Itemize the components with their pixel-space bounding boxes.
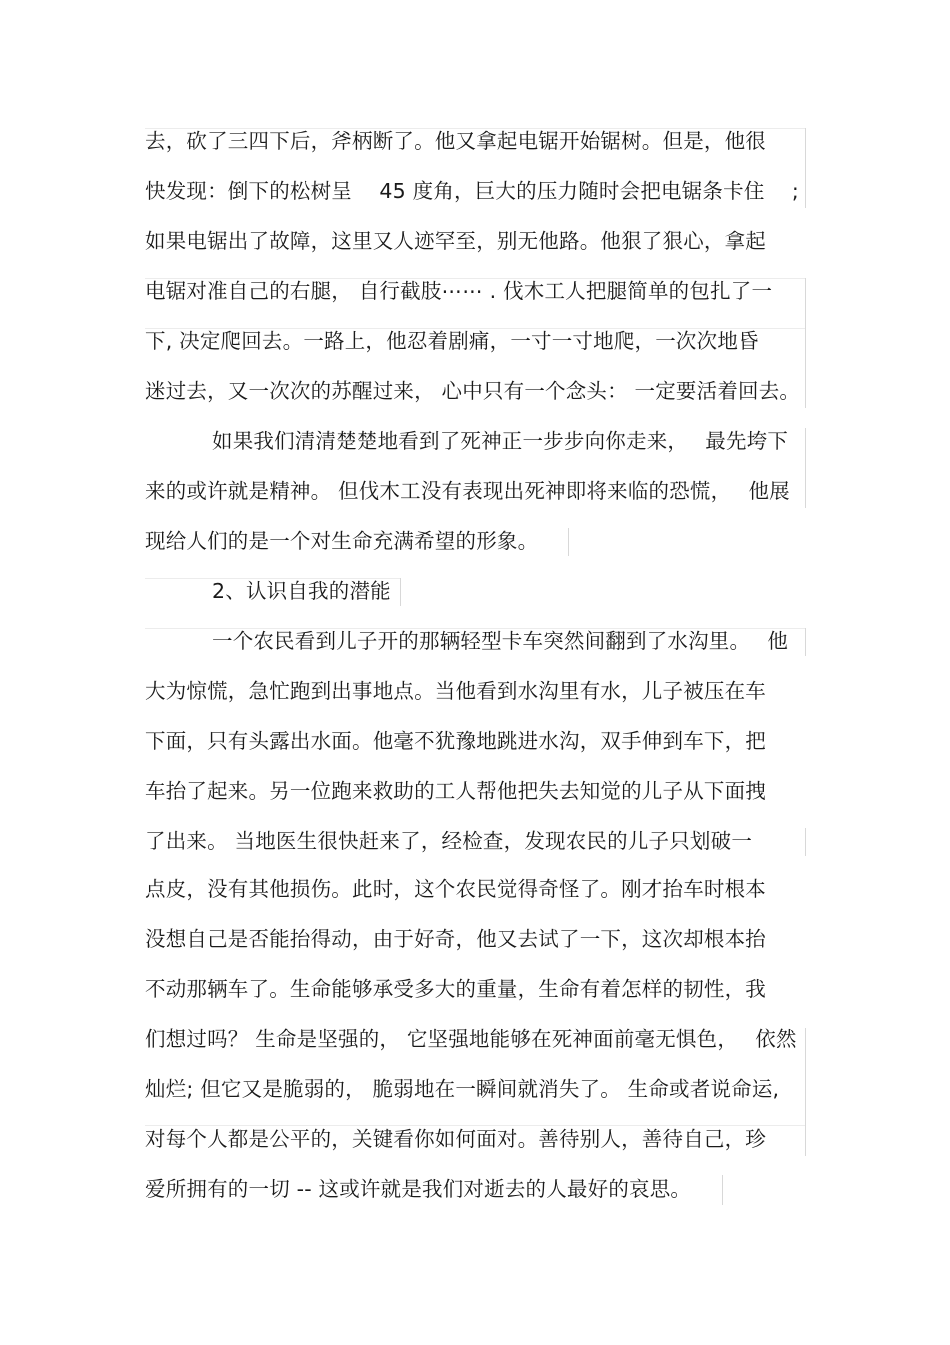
right-margin-rule	[400, 578, 401, 606]
right-margin-rule	[568, 528, 569, 556]
text-line: 点皮，没有其他损伤。此时，这个农民觉得奇怪了。刚才抬车时根本	[145, 877, 766, 901]
text-line: 迷过去，又一次次的苏醒过来， 心中只有一个念头： 一定要活着回去。	[145, 379, 801, 403]
right-margin-rule	[805, 428, 806, 508]
text-line: 不动那辆车了。生命能够承受多大的重量，生命有着怎样的韧性，我	[145, 977, 766, 1001]
right-margin-rule	[722, 1175, 723, 1205]
text-line: 下, 决定爬回去。一路上，他忍着剧痛，一寸一寸地爬，一次次地昏	[145, 329, 759, 353]
right-margin-rule	[805, 1028, 806, 1156]
text-line: 们想过吗？ 生命是坚强的， 它坚强地能够在死神面前毫无惧色， 依然	[145, 1027, 797, 1051]
section-heading: 2、认识自我的潜能	[212, 579, 391, 603]
right-margin-rule	[805, 628, 806, 656]
text-line: 如果电锯出了故障，这里又人迹罕至，别无他路。他狠了狠心，拿起	[145, 229, 766, 253]
text-line: 如果我们清清楚楚地看到了死神正一步步向你走来， 最先垮下	[212, 429, 789, 453]
text-line: 大为惊慌，急忙跑到出事地点。当他看到水沟里有水，儿子被压在车	[145, 679, 766, 703]
text-line: 快发现：倒下的松树呈 45 度角，巨大的压力随时会把电锯条卡住 ;	[145, 179, 800, 203]
text-line: 灿烂; 但它又是脆弱的， 脆弱地在一瞬间就消失了。 生命或者说命运,	[145, 1077, 780, 1101]
text-line: 来的或许就是精神。 但伐木工没有表现出死神即将来临的恐慌， 他展	[145, 479, 790, 503]
text-line: 一个农民看到儿子开的那辆轻型卡车突然间翻到了水沟里。 他	[212, 629, 789, 653]
text-line: 爱所拥有的一切 -- 这或许就是我们对逝去的人最好的哀思。	[145, 1177, 692, 1201]
text-line: 车抬了起来。另一位跑来救助的工人帮他把失去知觉的儿子从下面拽	[145, 779, 766, 803]
text-line: 没想自己是否能抬得动，由于好奇，他又去试了一下，这次却根本抬	[145, 927, 766, 951]
text-line: 对每个人都是公平的，关键看你如何面对。善待别人，善待自己，珍	[145, 1127, 766, 1151]
text-line: 下面，只有头露出水面。他毫不犹豫地跳进水沟，双手伸到车下，把	[145, 729, 766, 753]
right-margin-rule	[805, 828, 806, 856]
text-line: 现给人们的是一个对生命充满希望的形象。	[145, 529, 539, 553]
text-line: 去，砍了三四下后，斧柄断了。他又拿起电锯开始锯树。但是，他很	[145, 129, 766, 153]
text-line: 电锯对准自己的右腿， 自行截肢⋯⋯ . 伐木工人把腿简单的包扎了一	[145, 279, 773, 303]
right-margin-rule	[805, 128, 806, 208]
text-line: 了出来。 当地医生很快赶来了，经检查，发现农民的儿子只划破一	[145, 829, 753, 853]
right-margin-rule	[805, 278, 806, 408]
